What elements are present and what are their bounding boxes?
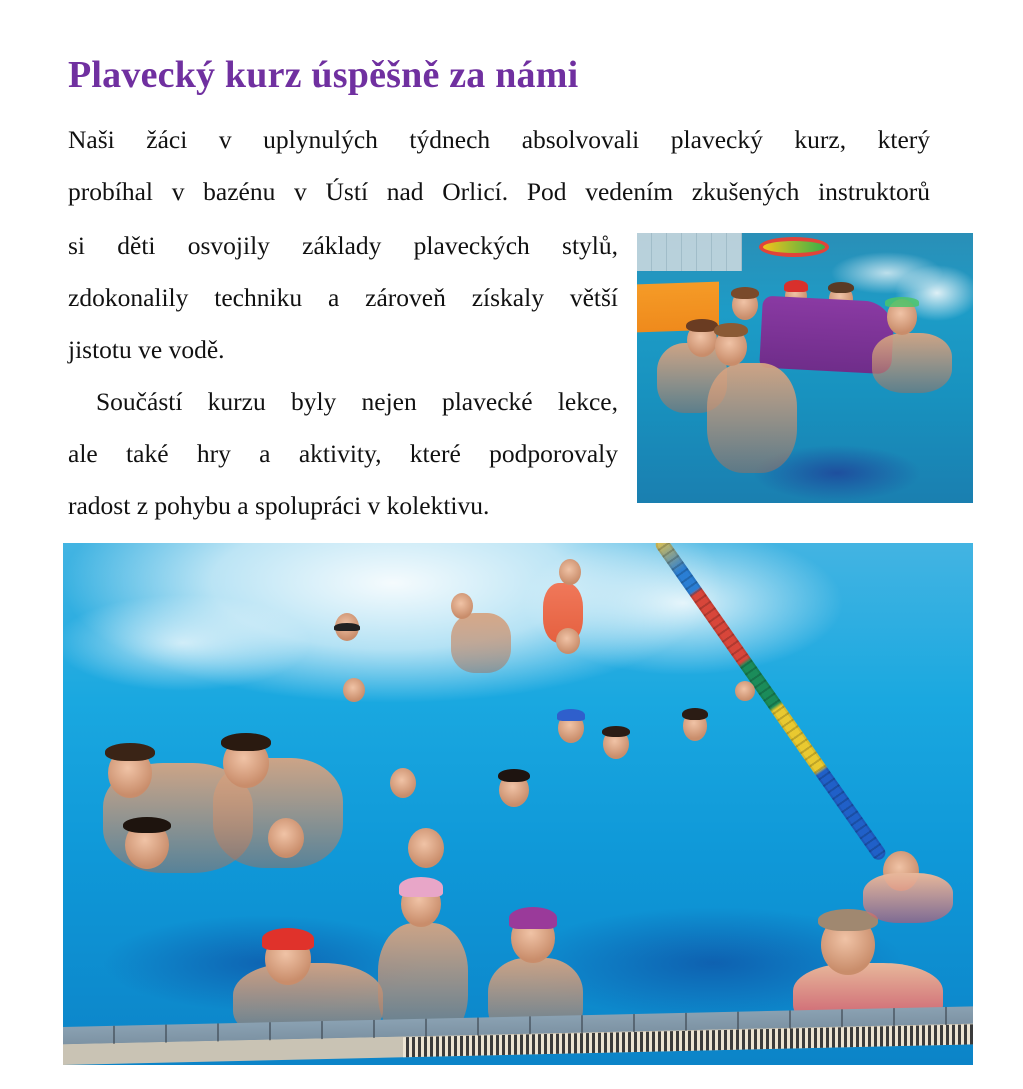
text-line: jistotu ve vodě. (68, 335, 225, 364)
pink-swim-cap (399, 877, 443, 897)
child-hair (105, 743, 155, 761)
child-body (451, 613, 511, 673)
paragraph-1-full-width (68, 114, 930, 218)
child-body (863, 873, 953, 923)
child-hair (221, 733, 271, 751)
red-swim-cap (784, 280, 808, 292)
child-hair (498, 769, 530, 782)
text-line: Naši žáci v uplynulých týdnech absolvovali plavecký kurz, který (68, 125, 930, 154)
purple-swim-cap (509, 907, 557, 929)
text-line: zdokonalily techniku a zároveň získaly větší (68, 283, 618, 312)
child-body (872, 333, 952, 393)
child-head (390, 768, 416, 798)
child-head (408, 828, 444, 868)
child-head (556, 628, 580, 654)
text-line: ale také hry a aktivity, které podporovaly (68, 439, 618, 468)
goggles (334, 623, 360, 631)
blue-swim-cap (557, 709, 585, 721)
text-line: Součástí kurzu byly nejen plavecké lekce, (96, 387, 618, 416)
paragraph-2-column (68, 376, 618, 532)
pool-tiles (637, 233, 742, 271)
child-hair (714, 323, 748, 337)
child-head (343, 678, 365, 702)
child-hair (123, 817, 171, 833)
child-head (268, 818, 304, 858)
child-hair (828, 282, 854, 293)
child-hair (731, 287, 759, 299)
child-hair (682, 708, 708, 720)
child-body (707, 363, 797, 473)
text-line: probíhal v bazénu v Ústí nad Orlicí. Pod vedením zkušených instruktorů (68, 177, 930, 206)
large-pool-photo (63, 543, 973, 1065)
child-head (559, 559, 581, 585)
child-hair (602, 726, 630, 737)
small-pool-photo (637, 233, 973, 503)
paragraph-1-column (68, 220, 618, 376)
article-title: Plavecký kurz úspěšně za námi (68, 54, 579, 96)
text-line: radost z pohybu a spolupráci v kolektivu. (68, 491, 490, 520)
text-line: si děti osvojily základy plaveckých stylů, (68, 231, 618, 260)
child-head (451, 593, 473, 619)
swim-ring (759, 237, 829, 257)
child-head (735, 681, 755, 701)
red-swim-cap (262, 928, 314, 950)
green-goggles (885, 297, 919, 307)
lane-rope (653, 543, 888, 862)
